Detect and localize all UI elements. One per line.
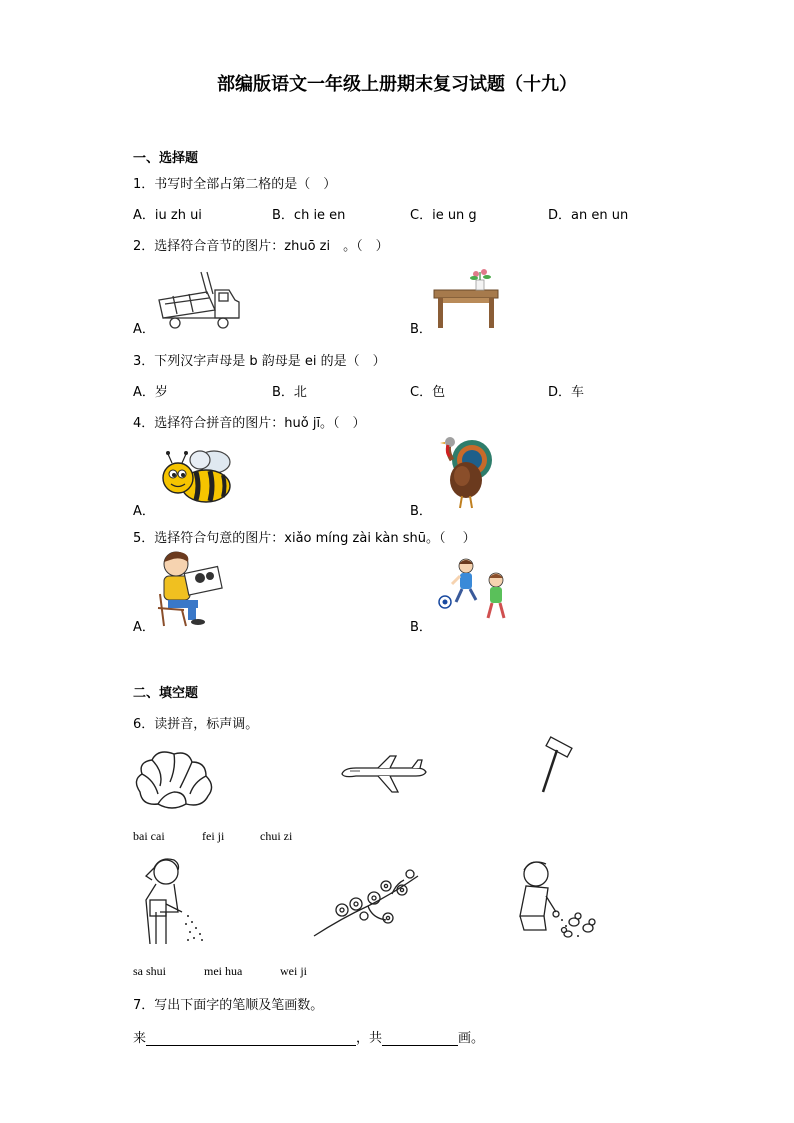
dump-truck-icon bbox=[155, 268, 245, 330]
boy-feeding-chicks-icon bbox=[516, 856, 608, 948]
section-heading-choice: 一、选择题 bbox=[133, 151, 199, 166]
q7-comma-total: ，共 bbox=[356, 1031, 383, 1046]
pinyin-mei-hua: mei hua bbox=[204, 964, 243, 978]
q5-option-b[interactable]: B． bbox=[410, 620, 432, 635]
q1-option-a[interactable]: A．iu zh ui bbox=[133, 208, 202, 223]
boy-reading-book-icon bbox=[154, 548, 226, 628]
turkey-icon bbox=[436, 436, 494, 512]
q1-option-d[interactable]: D．an en un bbox=[548, 208, 629, 223]
q5-option-a[interactable]: A． bbox=[133, 620, 155, 635]
pinyin-bai-cai: bai cai bbox=[133, 829, 165, 843]
q2-option-b[interactable]: B． bbox=[410, 322, 432, 337]
stroke-count-blank[interactable] bbox=[382, 1031, 458, 1046]
pinyin-chui-zi: chui zi bbox=[260, 829, 293, 843]
question-5: 5．选择符合句意的图片：xiǎo míng zài kàn shū。（ ） bbox=[133, 531, 476, 546]
question-7: 7．写出下面字的笔顺及笔画数。 bbox=[133, 998, 324, 1013]
plum-blossom-icon bbox=[312, 866, 422, 938]
question-1: 1．书写时全部占第二格的是（ ） bbox=[133, 177, 337, 192]
q1-option-c[interactable]: C．ie un g bbox=[410, 208, 477, 223]
hammer-icon bbox=[535, 740, 575, 796]
q3-option-b[interactable]: B．北 bbox=[272, 385, 307, 400]
cabbage-icon bbox=[130, 746, 220, 814]
question-3: 3．下列汉字声母是 b 韵母是 ei 的是（ ） bbox=[133, 354, 386, 369]
question-2: 2．选择符合音节的图片：zhuō zi 。（ ） bbox=[133, 239, 389, 254]
q4-option-b[interactable]: B． bbox=[410, 504, 432, 519]
pinyin-fei-ji: fei ji bbox=[202, 829, 225, 843]
pinyin-wei-ji: wei ji bbox=[280, 964, 307, 978]
q7-character: 来 bbox=[133, 1031, 147, 1046]
question-4: 4．选择符合拼音的图片：huǒ jī。（ ） bbox=[133, 416, 366, 431]
section-heading-fill: 二、填空题 bbox=[133, 686, 199, 701]
q3-option-c[interactable]: C．色 bbox=[410, 385, 446, 400]
q3-option-a[interactable]: A．岁 bbox=[133, 385, 168, 400]
airplane-icon bbox=[338, 756, 430, 798]
table-with-flower-icon bbox=[432, 268, 502, 330]
kids-playing-soccer-icon bbox=[436, 556, 516, 626]
q7-end: 画。 bbox=[458, 1031, 485, 1046]
question-6: 6．读拼音，标声调。 bbox=[133, 717, 259, 732]
q1-option-b[interactable]: B．ch ie en bbox=[272, 208, 346, 223]
stroke-order-blank[interactable] bbox=[146, 1031, 356, 1046]
q7-answer-row bbox=[133, 1027, 484, 1046]
bee-icon bbox=[160, 446, 240, 506]
q3-option-d[interactable]: D．车 bbox=[548, 385, 585, 400]
pinyin-sa-shui: sa shui bbox=[133, 964, 166, 978]
q4-option-a[interactable]: A． bbox=[133, 504, 155, 519]
girl-watering-icon bbox=[130, 852, 214, 948]
page-title: 部编版语文一年级上册期末复习试题（十九） bbox=[217, 74, 577, 95]
q2-option-a[interactable]: A． bbox=[133, 322, 155, 337]
